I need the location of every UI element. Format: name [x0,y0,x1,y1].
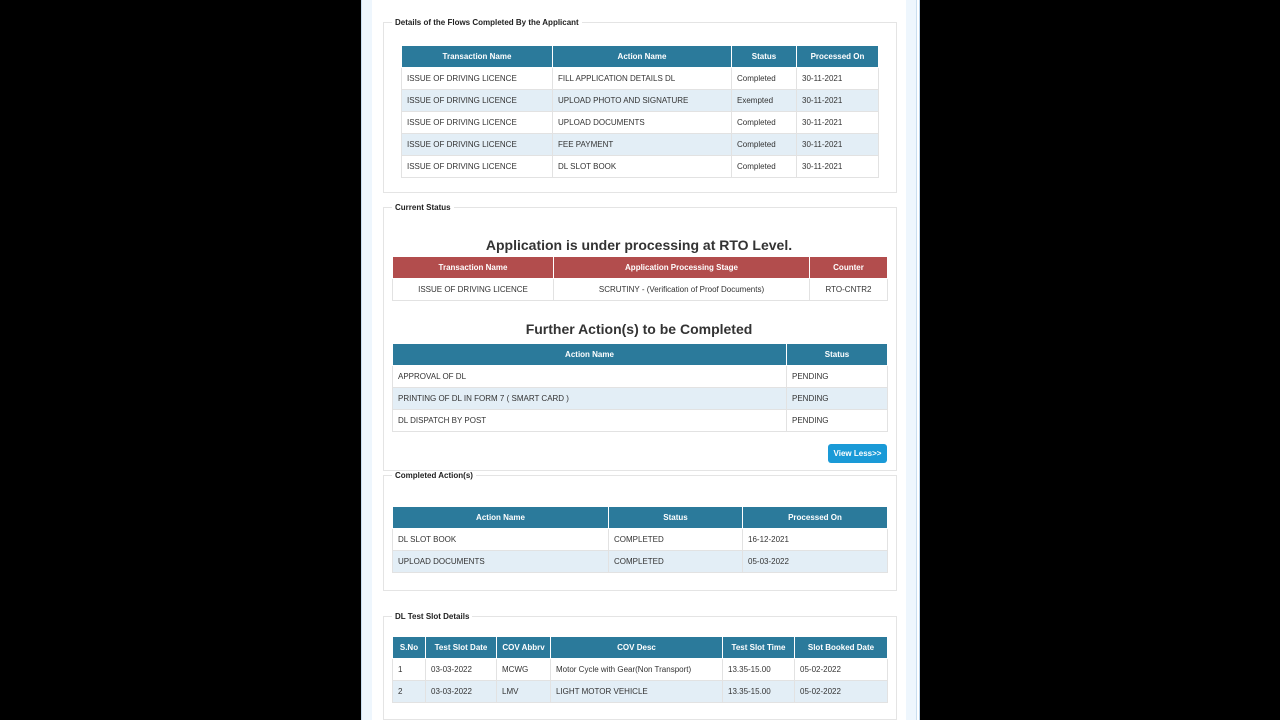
flows-cell: 30-11-2021 [797,156,879,178]
flows-cell: 30-11-2021 [797,68,879,90]
slot-legend: DL Test Slot Details [395,612,470,621]
completed-cell: UPLOAD DOCUMENTS [393,551,609,573]
current-status-legend: Current Status [395,203,451,212]
table-row [402,134,879,156]
completed-header-status: Status [609,507,743,529]
slot-cell: LMV [497,681,551,703]
slot-cell: MCWG [497,659,551,681]
flows-cell: Completed [732,156,797,178]
processing-heading: Application is under processing at RTO Level. [485,237,793,253]
table-row [393,410,888,432]
further-actions-heading: Further Action(s) to be Completed [525,321,753,337]
slot-cell: 03-03-2022 [426,681,497,703]
completed-cell: 16-12-2021 [743,529,888,551]
table-row [393,366,888,388]
further-header-status: Status [787,344,888,366]
slot-header-booked: Slot Booked Date [795,637,888,659]
table-row [393,279,888,301]
flows-cell: ISSUE OF DRIVING LICENCE [402,90,553,112]
further-cell: DL DISPATCH BY POST [393,410,787,432]
completed-cell: COMPLETED [609,529,743,551]
slot-header-time: Test Slot Time [723,637,795,659]
table-row [402,68,879,90]
completed-header-action: Action Name [393,507,609,529]
slot-header-sno: S.No [393,637,426,659]
further-cell: PRINTING OF DL IN FORM 7 ( SMART CARD ) [393,388,787,410]
slot-cell: 13.35-15.00 [723,681,795,703]
flows-cell: ISSUE OF DRIVING LICENCE [402,112,553,134]
slot-cell: 1 [393,659,426,681]
further-header-action: Action Name [393,344,787,366]
processing-header-counter: Counter [810,257,888,279]
further-cell: PENDING [787,410,888,432]
flows-cell: UPLOAD DOCUMENTS [553,112,732,134]
flows-cell: DL SLOT BOOK [553,156,732,178]
flows-cell: FILL APPLICATION DETAILS DL [553,68,732,90]
completed-cell: 05-03-2022 [743,551,888,573]
further-actions-table [392,343,888,432]
slot-cell: 05-02-2022 [795,681,888,703]
slot-header-cov-abbrv: COV Abbrv [497,637,551,659]
flows-cell: FEE PAYMENT [553,134,732,156]
flows-header-status: Status [732,46,797,68]
processing-table [392,256,888,301]
flows-table [401,45,879,178]
completed-legend: Completed Action(s) [395,471,473,480]
table-row [402,156,879,178]
slot-cell: 03-03-2022 [426,659,497,681]
flows-header-transaction: Transaction Name [402,46,553,68]
table-row [402,112,879,134]
table-row [393,551,888,573]
flows-cell: UPLOAD PHOTO AND SIGNATURE [553,90,732,112]
view-less-button[interactable]: View Less>> [828,444,887,463]
slot-table [392,636,888,703]
slot-cell: 05-02-2022 [795,659,888,681]
table-row [393,529,888,551]
completed-table [392,506,888,573]
slot-cell: LIGHT MOTOR VEHICLE [551,681,723,703]
table-row [402,90,879,112]
flows-cell: Completed [732,68,797,90]
further-cell: PENDING [787,366,888,388]
completed-cell: COMPLETED [609,551,743,573]
flows-cell: Completed [732,112,797,134]
right-border [906,0,917,720]
flows-header-processed: Processed On [797,46,879,68]
completed-header-processed: Processed On [743,507,888,529]
flows-cell: ISSUE OF DRIVING LICENCE [402,68,553,90]
flows-cell: ISSUE OF DRIVING LICENCE [402,156,553,178]
processing-cell: SCRUTINY - (Verification of Proof Documents) [554,279,810,301]
left-border [361,0,372,720]
flows-cell: ISSUE OF DRIVING LICENCE [402,134,553,156]
table-row [393,388,888,410]
processing-cell: ISSUE OF DRIVING LICENCE [393,279,554,301]
flows-cell: Completed [732,134,797,156]
flows-cell: 30-11-2021 [797,112,879,134]
processing-cell: RTO-CNTR2 [810,279,888,301]
slot-header-date: Test Slot Date [426,637,497,659]
slot-cell: 13.35-15.00 [723,659,795,681]
flows-cell: Exempted [732,90,797,112]
further-cell: PENDING [787,388,888,410]
processing-header-stage: Application Processing Stage [554,257,810,279]
table-row [393,681,888,703]
flows-legend: Details of the Flows Completed By the Applicant [395,18,579,27]
completed-cell: DL SLOT BOOK [393,529,609,551]
processing-header-transaction: Transaction Name [393,257,554,279]
slot-cell: Motor Cycle with Gear(Non Transport) [551,659,723,681]
content [372,0,906,720]
flows-cell: 30-11-2021 [797,134,879,156]
slot-header-cov-desc: COV Desc [551,637,723,659]
flows-header-action: Action Name [553,46,732,68]
slot-cell: 2 [393,681,426,703]
table-row [393,659,888,681]
flows-cell: 30-11-2021 [797,90,879,112]
further-cell: APPROVAL OF DL [393,366,787,388]
